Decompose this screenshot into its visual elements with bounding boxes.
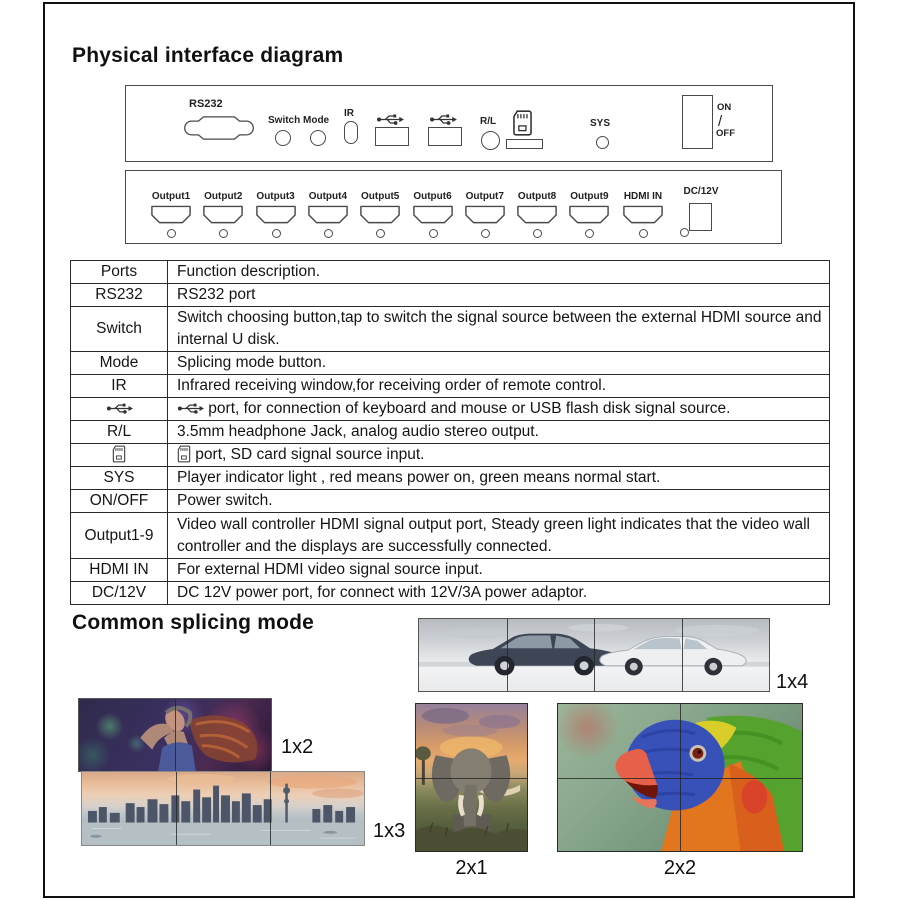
table-row: [71, 444, 830, 467]
rl-label: R/L: [480, 116, 497, 127]
grid-divider: [507, 619, 508, 691]
grid-2x2: [558, 704, 802, 851]
usb-port-1: [375, 127, 409, 146]
description-cell: Switch choosing button,tap to switch the signal source between the external HDMI source and internal U disk.: [168, 307, 830, 352]
port-cell: DC/12V: [71, 582, 168, 605]
port-label: Output3: [256, 191, 295, 202]
splicing-image-2x2: [557, 703, 803, 852]
usb-icon: [376, 113, 404, 126]
power-off-label: OFF: [716, 128, 735, 139]
port-label: Output5: [361, 191, 400, 202]
ir-window: [344, 121, 358, 144]
dc-power-port: [689, 203, 712, 231]
description-cell: For external HDMI video signal source input.: [168, 559, 830, 582]
port-led: [639, 229, 648, 238]
table-row: [71, 513, 830, 559]
port-cell: ON/OFF: [71, 490, 168, 513]
dc-led: [680, 228, 689, 237]
description-cell: port, for connection of keyboard and mouse or USB flash disk signal source.: [168, 398, 830, 421]
dc-label: DC/12V: [683, 186, 719, 197]
label-1x3: 1x3: [373, 820, 406, 842]
port-led: [533, 229, 542, 238]
mode-button: [310, 130, 326, 146]
usb-icon: [429, 113, 457, 126]
sd-card-icon: [177, 445, 191, 463]
section-title-splicing: Common splicing mode: [72, 611, 315, 634]
label-1x4: 1x4: [776, 671, 809, 693]
table-row: [71, 398, 830, 421]
description-cell: RS232 port: [168, 284, 830, 307]
hdmi-port-icon: [150, 205, 192, 225]
ir-label: IR: [344, 108, 354, 119]
description-cell: DC 12V power port, for connect with 12V/3A power adaptor.: [168, 582, 830, 605]
table-row: [71, 307, 830, 352]
port-label: Output8: [517, 191, 557, 202]
description-cell: Power switch.: [168, 490, 830, 513]
grid-divider: [416, 778, 527, 779]
grid-1x2: [79, 699, 271, 771]
description-cell: Video wall controller HDMI signal output port, Steady green light indicates that the video wall controller and the displays are successfully connected.: [168, 513, 830, 559]
description-cell: port, SD card signal source input.: [168, 444, 830, 467]
output-port-1: [146, 171, 196, 243]
grid-2x1: [416, 704, 527, 851]
port-label: Output1: [151, 191, 191, 202]
port-led: [324, 229, 333, 238]
grid-divider: [594, 619, 595, 691]
hdmi-port-icon: [568, 205, 610, 225]
power-slash: /: [718, 113, 723, 130]
hdmi-port-icon: [307, 205, 349, 225]
port-cell: SYS: [71, 467, 168, 490]
sys-label: SYS: [590, 118, 611, 129]
rs232-label: RS232: [189, 98, 223, 110]
description-cell: Function description.: [168, 261, 830, 284]
grid-1x3: [82, 772, 364, 845]
label-1x2: 1x2: [281, 736, 314, 758]
power-on-label: ON: [717, 102, 732, 113]
port-led: [167, 229, 176, 238]
splicing-image-1x4: [418, 618, 770, 692]
usb-icon: [177, 402, 204, 415]
hdmi-port-icon: [412, 205, 454, 225]
switch-label: Switch: [268, 115, 301, 126]
usb-icon: [106, 402, 133, 415]
grid-divider: [270, 772, 271, 845]
hdmi-port-icon: [464, 205, 506, 225]
splicing-image-2x1: [415, 703, 528, 852]
splicing-image-1x3: [81, 771, 365, 846]
port-cell: IR: [71, 375, 168, 398]
table-row: [71, 352, 830, 375]
section-title-physical: Physical interface diagram: [72, 44, 344, 67]
grid-divider: [558, 778, 802, 779]
output-port-7: [460, 171, 510, 243]
port-cell: RS232: [71, 284, 168, 307]
port-led: [219, 229, 228, 238]
splicing-image-1x2: [78, 698, 272, 772]
table-row: [71, 467, 830, 490]
port-cell: Mode: [71, 352, 168, 375]
port-label: Output2: [204, 191, 243, 202]
output-port-2: [198, 171, 248, 243]
switch-button: [275, 130, 291, 146]
output-port-6: [408, 171, 458, 243]
grid-divider: [176, 772, 177, 845]
description-cell: Player indicator light , red means power on, green means normal start.: [168, 467, 830, 490]
power-switch: [682, 95, 713, 149]
output-port-4: [303, 171, 353, 243]
hdmi-port-icon: [202, 205, 244, 225]
audio-jack: [481, 131, 500, 150]
ports-table: [70, 260, 830, 605]
hdmi-in-port: [618, 171, 668, 243]
description-cell: Infrared receiving window,for receiving order of remote control.: [168, 375, 830, 398]
table-row: [71, 582, 830, 605]
label-2x1: 2x1: [455, 857, 488, 879]
label-2x2: 2x2: [663, 857, 697, 879]
output-port-9: [564, 171, 614, 243]
table-row: [71, 421, 830, 444]
port-cell: Output1-9: [71, 513, 168, 559]
table-row: [71, 559, 830, 582]
device-top-panel: [125, 85, 773, 162]
grid-divider: [175, 699, 176, 771]
hdmi-port-icon: [622, 205, 664, 225]
output-port-3: [251, 171, 301, 243]
port-led: [376, 229, 385, 238]
sys-led: [596, 136, 609, 149]
mode-label: Mode: [303, 115, 330, 126]
output-port-5: [355, 171, 405, 243]
grid-1x4: [419, 619, 769, 691]
grid-divider: [682, 619, 683, 691]
port-led: [481, 229, 490, 238]
table-row: [71, 490, 830, 513]
port-label: Output9: [570, 191, 609, 202]
device-bottom-panel: [125, 170, 782, 244]
output-port-8: [512, 171, 562, 243]
port-led: [585, 229, 594, 238]
sd-card-icon: [112, 445, 126, 463]
hdmi-port-icon: [516, 205, 558, 225]
hdmi-port-icon: [255, 205, 297, 225]
port-label: Output7: [465, 191, 504, 202]
rs232-connector-icon: [183, 113, 255, 143]
hdmi-port-icon: [359, 205, 401, 225]
port-led: [429, 229, 438, 238]
port-cell: Switch: [71, 307, 168, 352]
port-cell: Ports: [71, 261, 168, 284]
port-cell: [71, 444, 168, 467]
port-led: [272, 229, 281, 238]
description-cell: 3.5mm headphone Jack, analog audio stereo output.: [168, 421, 830, 444]
port-label: Output6: [413, 191, 452, 202]
port-label: Output4: [308, 191, 348, 202]
description-cell: Splicing mode button.: [168, 352, 830, 375]
table-row: [71, 284, 830, 307]
usb-port-2: [428, 127, 462, 146]
table-row: [71, 261, 830, 284]
sd-card-icon: [512, 109, 533, 137]
table-row: [71, 375, 830, 398]
port-cell: HDMI IN: [71, 559, 168, 582]
port-label: HDMI IN: [623, 191, 663, 202]
port-cell: [71, 398, 168, 421]
sd-card-slot: [506, 139, 543, 149]
port-cell: R/L: [71, 421, 168, 444]
